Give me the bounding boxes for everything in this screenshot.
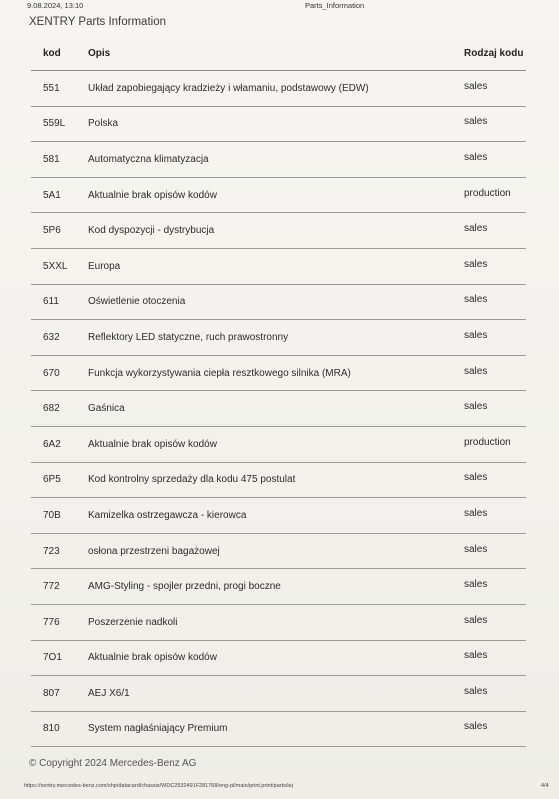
table-row[interactable]	[31, 676, 526, 712]
code-type-cell: sales	[464, 496, 526, 532]
code-type-cell: sales	[464, 211, 526, 247]
description-cell: AEJ X6/1	[88, 676, 464, 712]
code-cell: 7O1	[31, 640, 88, 676]
code-cell: 772	[31, 569, 88, 605]
code-type-cell: sales	[464, 602, 526, 638]
description-cell: Reflektory LED statyczne, ruch prawostronny	[88, 320, 464, 356]
print-document-title: Parts_Information	[305, 1, 365, 10]
column-header-opis[interactable]: Opis	[88, 37, 464, 71]
table-row[interactable]	[31, 106, 526, 142]
code-cell: 723	[31, 533, 88, 569]
column-header-kod[interactable]: kod	[31, 37, 88, 71]
code-cell: 559L	[31, 106, 88, 142]
code-type-cell: sales	[464, 531, 526, 567]
code-type-cell: sales	[464, 674, 526, 710]
code-cell: 807	[31, 676, 88, 712]
print-datetime: 9.08.2024, 13:10	[27, 1, 84, 10]
code-type-cell: sales	[464, 104, 526, 140]
code-cell: 5XXL	[31, 248, 88, 284]
code-type-cell: sales	[464, 140, 526, 176]
description-cell: Układ zapobiegający kradzieży i włamaniu, podstawowy (EDW)	[88, 71, 464, 107]
description-cell: Poszerzenie nadkoli	[88, 604, 464, 640]
table-body	[31, 71, 526, 747]
code-cell: 632	[31, 320, 88, 356]
description-cell: Oświetlenie otoczenia	[88, 284, 464, 320]
description-cell: Aktualnie brak opisów kodów	[88, 640, 464, 676]
code-cell: 581	[31, 142, 88, 178]
code-cell: 70B	[31, 498, 88, 534]
code-type-cell: sales	[464, 638, 526, 674]
table-row[interactable]	[31, 355, 526, 391]
description-cell: Kamizelka ostrzegawcza - kierowca	[88, 498, 464, 534]
code-type-cell: sales	[464, 318, 526, 354]
table-row[interactable]	[31, 426, 526, 462]
column-header-rodzaj-kodu[interactable]: Rodzaj kodu	[464, 37, 526, 71]
description-cell: Kod dyspozycji - dystrybucja	[88, 213, 464, 249]
description-cell: AMG-Styling - spojler przedni, progi boczne	[88, 569, 464, 605]
code-cell: 682	[31, 391, 88, 427]
table-row[interactable]	[31, 569, 526, 605]
copyright-notice: © Copyright 2024 Mercedes-Benz AG	[29, 758, 197, 769]
print-url: https://xentry.mercedes-benz.com/xhp/datacard/chassis/WDC2532491F281768/eng-pl/main/print.print/parts/iej	[24, 783, 293, 789]
description-cell: Funkcja wykorzystywania ciepła resztkowego silnika (MRA)	[88, 355, 464, 391]
description-cell: Polska	[88, 106, 464, 142]
print-header	[0, 1, 559, 11]
code-cell: 6P5	[31, 462, 88, 498]
code-type-cell: sales	[464, 567, 526, 603]
code-cell: 6A2	[31, 426, 88, 462]
code-type-cell: sales	[464, 389, 526, 425]
code-cell: 670	[31, 355, 88, 391]
table-header-row	[31, 37, 526, 71]
code-type-cell: production	[464, 424, 526, 460]
code-cell: 611	[31, 284, 88, 320]
codes-table	[31, 37, 526, 747]
code-cell: 5P6	[31, 213, 88, 249]
table-row[interactable]	[31, 462, 526, 498]
app-title: XENTRY Parts Information	[29, 16, 166, 28]
table-row[interactable]	[31, 533, 526, 569]
code-type-cell: production	[464, 175, 526, 211]
description-cell: Automatyczna klimatyzacja	[88, 142, 464, 178]
table-row[interactable]	[31, 284, 526, 320]
table-row[interactable]	[31, 604, 526, 640]
page-number: 4/4	[541, 783, 549, 789]
description-cell: Gaśnica	[88, 391, 464, 427]
table-row[interactable]	[31, 177, 526, 213]
table-row[interactable]	[31, 711, 526, 747]
code-cell: 551	[31, 71, 88, 107]
code-type-cell: sales	[464, 353, 526, 389]
description-cell: Aktualnie brak opisów kodów	[88, 426, 464, 462]
description-cell: Kod kontrolny sprzedaży dla kodu 475 postulat	[88, 462, 464, 498]
code-type-cell: sales	[464, 282, 526, 318]
code-type-cell: sales	[464, 460, 526, 496]
code-cell: 776	[31, 604, 88, 640]
code-type-cell: sales	[464, 709, 526, 745]
description-cell: Aktualnie brak opisów kodów	[88, 177, 464, 213]
code-type-cell: sales	[464, 246, 526, 282]
description-cell: System nagłaśniający Premium	[88, 711, 464, 747]
table-row[interactable]	[31, 213, 526, 249]
table-row[interactable]	[31, 498, 526, 534]
code-cell: 5A1	[31, 177, 88, 213]
table-row[interactable]	[31, 391, 526, 427]
description-cell: osłona przestrzeni bagażowej	[88, 533, 464, 569]
table-row[interactable]	[31, 640, 526, 676]
table-row[interactable]	[31, 142, 526, 178]
code-type-cell: sales	[464, 69, 526, 105]
table-row[interactable]	[31, 248, 526, 284]
table-row[interactable]	[31, 71, 526, 107]
table-row[interactable]	[31, 320, 526, 356]
code-cell: 810	[31, 711, 88, 747]
description-cell: Europa	[88, 248, 464, 284]
